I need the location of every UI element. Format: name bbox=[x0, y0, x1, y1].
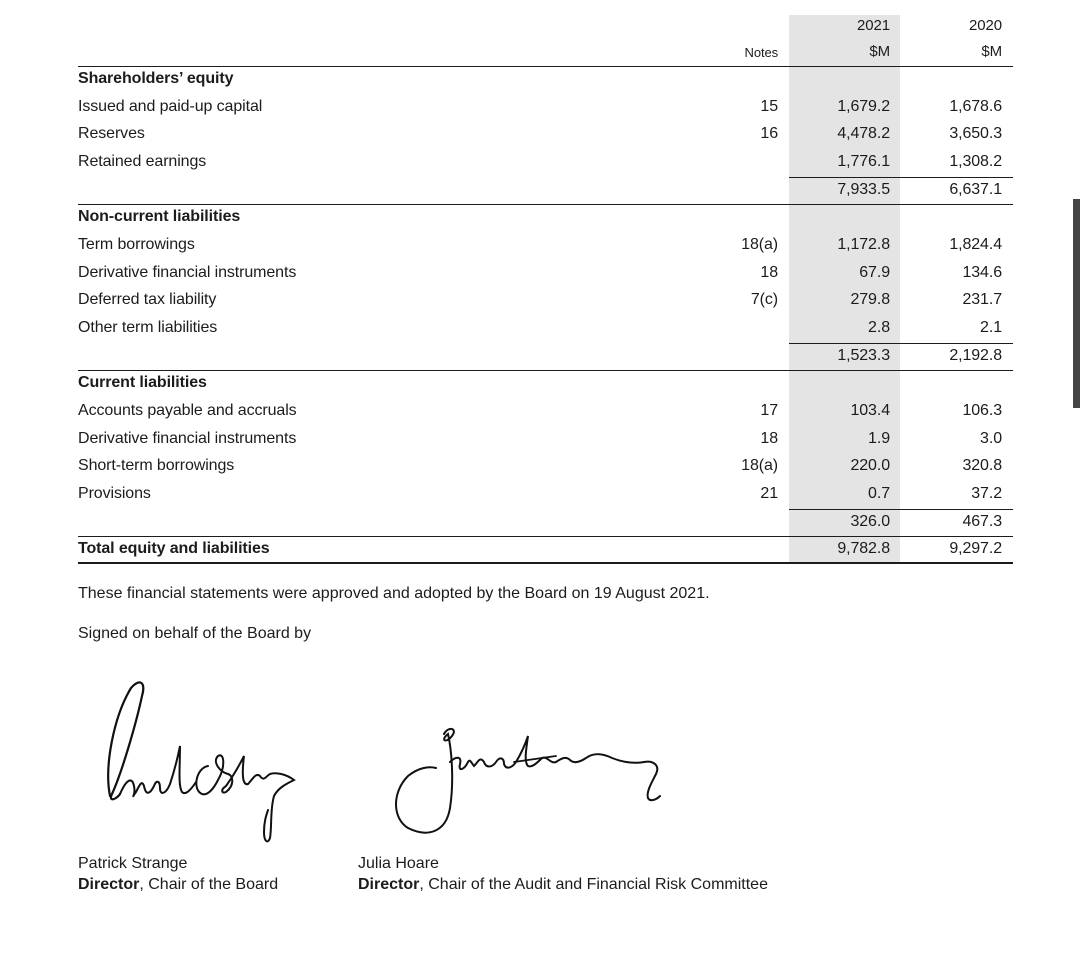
row-note: 21 bbox=[760, 485, 778, 502]
row-note: 15 bbox=[760, 98, 778, 115]
row-value-2020: 3,650.3 bbox=[949, 125, 1002, 142]
row-note: 18 bbox=[760, 430, 778, 447]
signatory-name: Julia Hoare bbox=[358, 855, 439, 872]
section-heading: Shareholders’ equity bbox=[78, 70, 234, 87]
header-year-current: 2021 bbox=[857, 17, 890, 34]
row-value-2020: 1,308.2 bbox=[949, 153, 1002, 170]
header-rule bbox=[78, 66, 1013, 67]
subtotal-2020: 6,637.1 bbox=[949, 181, 1002, 198]
row-value-2021: 0.7 bbox=[868, 485, 890, 502]
signed-statement: Signed on behalf of the Board by bbox=[78, 625, 312, 642]
subtotal-2021: 7,933.5 bbox=[837, 181, 890, 198]
subtotal-2021: 326.0 bbox=[850, 513, 890, 530]
row-label: Provisions bbox=[78, 485, 151, 502]
row-label: Issued and paid-up capital bbox=[78, 98, 263, 115]
signature-julia-hoare bbox=[388, 722, 668, 842]
subtotal-2020: 2,192.8 bbox=[949, 347, 1002, 364]
row-label: Derivative financial instruments bbox=[78, 430, 297, 447]
approval-statement: These financial statements were approved and adopted by the Board on 19 August 2021. bbox=[78, 585, 710, 602]
row-value-2020: 37.2 bbox=[971, 485, 1002, 502]
row-label: Accounts payable and accruals bbox=[78, 402, 297, 419]
row-label: Other term liabilities bbox=[78, 319, 218, 336]
total-2020: 9,297.2 bbox=[949, 540, 1002, 557]
row-value-2021: 1,172.8 bbox=[837, 236, 890, 253]
row-label: Term borrowings bbox=[78, 236, 195, 253]
row-label: Retained earnings bbox=[78, 153, 207, 170]
signatory-role-title: Director bbox=[358, 876, 420, 893]
row-note: 17 bbox=[760, 402, 778, 419]
signatory-role bbox=[358, 875, 768, 895]
total-bottom-rule bbox=[78, 562, 1013, 564]
subtotal-rule bbox=[789, 509, 1013, 510]
total-label: Total equity and liabilities bbox=[78, 540, 270, 557]
signatory-role-detail: , Chair of the Audit and Financial Risk Committee bbox=[419, 876, 768, 893]
scrollbar-thumb[interactable] bbox=[1073, 199, 1080, 408]
row-label: Deferred tax liability bbox=[78, 291, 217, 308]
row-note: 18(a) bbox=[741, 457, 778, 474]
signatory-role-detail: , Chair of the Board bbox=[139, 876, 279, 893]
row-note: 18(a) bbox=[741, 236, 778, 253]
row-value-2021: 220.0 bbox=[850, 457, 890, 474]
row-value-2020: 1,678.6 bbox=[949, 98, 1002, 115]
section-heading: Current liabilities bbox=[78, 374, 207, 391]
section-rule bbox=[78, 204, 1013, 205]
row-value-2021: 2.8 bbox=[868, 319, 890, 336]
signatory-role bbox=[78, 875, 278, 895]
header-unit-prior: $M bbox=[981, 43, 1002, 60]
signature-patrick-strange bbox=[96, 676, 306, 846]
row-value-2021: 279.8 bbox=[850, 291, 890, 308]
section-heading: Non-current liabilities bbox=[78, 208, 241, 225]
row-value-2021: 1,679.2 bbox=[837, 98, 890, 115]
row-value-2020: 2.1 bbox=[980, 319, 1002, 336]
header-year-prior: 2020 bbox=[969, 17, 1002, 34]
header-notes: Notes bbox=[744, 45, 778, 60]
row-value-2020: 231.7 bbox=[962, 291, 1002, 308]
row-note: 18 bbox=[760, 264, 778, 281]
row-label: Reserves bbox=[78, 125, 145, 142]
row-label: Short-term borrowings bbox=[78, 457, 235, 474]
signatory-role-title: Director bbox=[78, 876, 140, 893]
subtotal-2020: 467.3 bbox=[962, 513, 1002, 530]
subtotal-rule bbox=[789, 177, 1013, 178]
row-value-2021: 1,776.1 bbox=[837, 153, 890, 170]
total-top-rule bbox=[78, 536, 1013, 537]
row-label: Derivative financial instruments bbox=[78, 264, 297, 281]
row-value-2020: 106.3 bbox=[962, 402, 1002, 419]
row-value-2020: 320.8 bbox=[962, 457, 1002, 474]
row-value-2021: 4,478.2 bbox=[837, 125, 890, 142]
section-rule bbox=[78, 370, 1013, 371]
row-value-2020: 1,824.4 bbox=[949, 236, 1002, 253]
row-value-2021: 1.9 bbox=[868, 430, 890, 447]
row-value-2020: 134.6 bbox=[962, 264, 1002, 281]
signatory-name: Patrick Strange bbox=[78, 855, 188, 872]
subtotal-rule bbox=[789, 343, 1013, 344]
total-2021: 9,782.8 bbox=[837, 540, 890, 557]
row-value-2021: 67.9 bbox=[859, 264, 890, 281]
row-note: 16 bbox=[760, 125, 778, 142]
subtotal-2021: 1,523.3 bbox=[837, 347, 890, 364]
header-unit-current: $M bbox=[869, 43, 890, 60]
row-value-2020: 3.0 bbox=[980, 430, 1002, 447]
row-note: 7(c) bbox=[750, 291, 778, 308]
row-value-2021: 103.4 bbox=[850, 402, 890, 419]
